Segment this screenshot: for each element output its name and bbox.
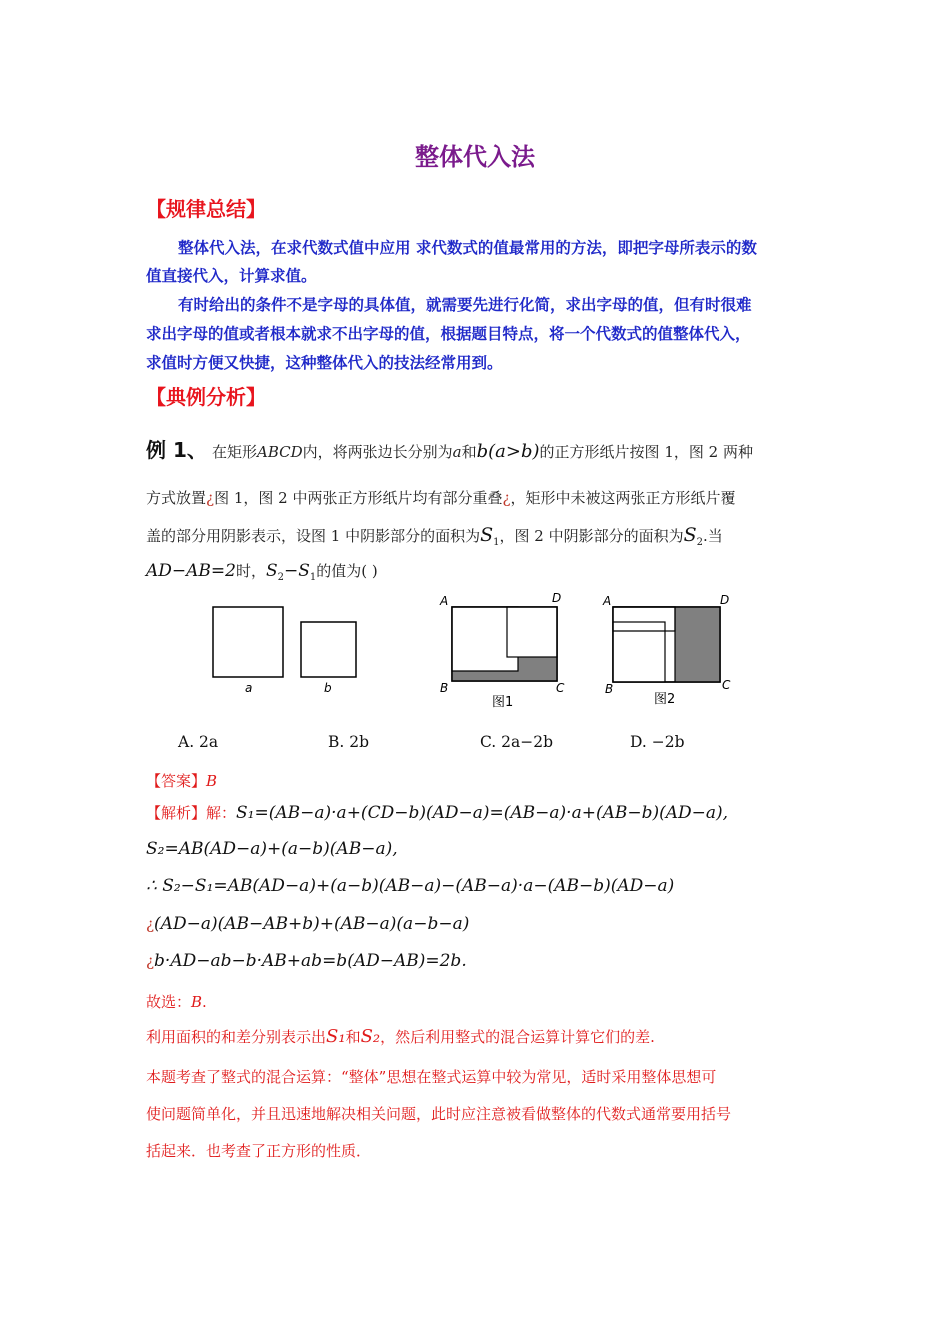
option-a: A. 2a: [178, 733, 219, 751]
analysis-line-3: ∴ S₂−S₁=AB(AD−a)+(a−b)(AB−a)−(AB−a)·a−(AB−b)(AD−a): [146, 876, 675, 896]
answer-value: B: [206, 772, 218, 790]
page-title: 整体代入法: [415, 143, 535, 171]
example-line-2: 方式放置¿图 1，图 2 中两张正方形纸片均有部分重叠¿，矩形中未被这两张正方形纸片覆: [146, 489, 736, 507]
analysis-line-2: S₂=AB(AD−a)+(a−b)(AB−a),: [146, 839, 398, 859]
square-a: [213, 607, 283, 677]
analysis-note-1: 利用面积的和差分别表示出S₁和S₂，然后利用整式的混合运算计算它们的差.: [146, 1026, 655, 1047]
answer-line: [146, 770, 217, 791]
fig1-label-D: D: [552, 591, 562, 605]
example-label: 例 1、: [146, 438, 207, 462]
summary-line-4: 求出字母的值或者根本就求不出字母的值，根据题目特点，将一个代数式的值整体代入，: [146, 325, 751, 343]
fig2-label-B: B: [605, 682, 614, 696]
analysis-choose: 故选：B.: [146, 993, 207, 1011]
answer-label: 【答案】: [146, 772, 207, 790]
fig2-label-D: D: [720, 593, 730, 607]
square-b: [301, 622, 356, 677]
fig2-shade: [675, 607, 720, 682]
analysis-label: 【解析】: [146, 804, 207, 822]
summary-line-3: 有时给出的条件不是字母的具体值，就需要先进行化简，求出字母的值，但有时很难: [178, 296, 752, 314]
example-line-3: 盖的部分用阴影表示，设图 1 中阴影部分的面积为$S_1$，图 2 中阴影部分的面积为$S_2$.当: [146, 524, 723, 548]
example-line-4: AD−AB=2时，$S_2-S_1$的值为( ): [146, 561, 378, 584]
fig1-label-B: B: [440, 681, 449, 695]
fig2-label-C: C: [722, 678, 731, 692]
figure-2: [602, 593, 731, 707]
analysis-line-5: ¿b·AD−ab−b·AB+ab=b(AD−AB)=2b.: [146, 951, 467, 971]
analysis-note-2: 本题考查了整式的混合运算：“整体”思想在整式运算中较为常见，适时采用整体思想可: [146, 1068, 717, 1086]
fig2-label-A: A: [603, 594, 612, 608]
analysis-line-4: ¿(AD−a)(AB−AB+b)+(AB−a)(a−b−a): [146, 914, 470, 934]
summary-line-2: 值直接代入，计算求值。: [146, 267, 317, 285]
label-a: a: [245, 681, 253, 695]
analysis-note-4: 括起来．也考查了正方形的性质．: [146, 1142, 372, 1160]
label-b: b: [324, 681, 332, 695]
section-summary-heading: 【规律总结】: [146, 197, 266, 221]
option-c: C. 2a−2b: [480, 733, 554, 751]
fig1-label-A: A: [440, 594, 449, 608]
figure-1: [439, 591, 565, 710]
example-line-1: 例 1、 在矩形ABCD内，将两张边长分别为a和b(a>b)的正方形纸片按图 1，图 2 两种: [146, 438, 753, 462]
analysis-line-1: 【解析】解：S₁=(AB−a)·a+(CD−b)(AD−a)=(AB−a)·a+(AB−b)(AD−a),: [146, 803, 729, 823]
section-example-heading: 【典例分析】: [146, 385, 266, 409]
summary-line-1: 整体代入法，在求代数式值中应用 求代数式的值最常用的方法，即把字母所表示的数: [178, 239, 757, 257]
fig1-caption: 图1: [492, 695, 514, 710]
option-d: D. −2b: [630, 733, 685, 751]
fig1-label-C: C: [556, 681, 565, 695]
example-figures: [200, 585, 760, 715]
option-b: B. 2b: [328, 733, 370, 751]
fig1-square-b: [507, 607, 557, 657]
analysis-note-3: 使问题简单化，并且迅速地解决相关问题，此时应注意被看做整体的代数式通常要用括号: [146, 1105, 732, 1123]
summary-line-5: 求值时方便又快捷，这种整体代入的技法经常用到。: [146, 354, 503, 372]
fig2-caption: 图2: [654, 692, 676, 707]
